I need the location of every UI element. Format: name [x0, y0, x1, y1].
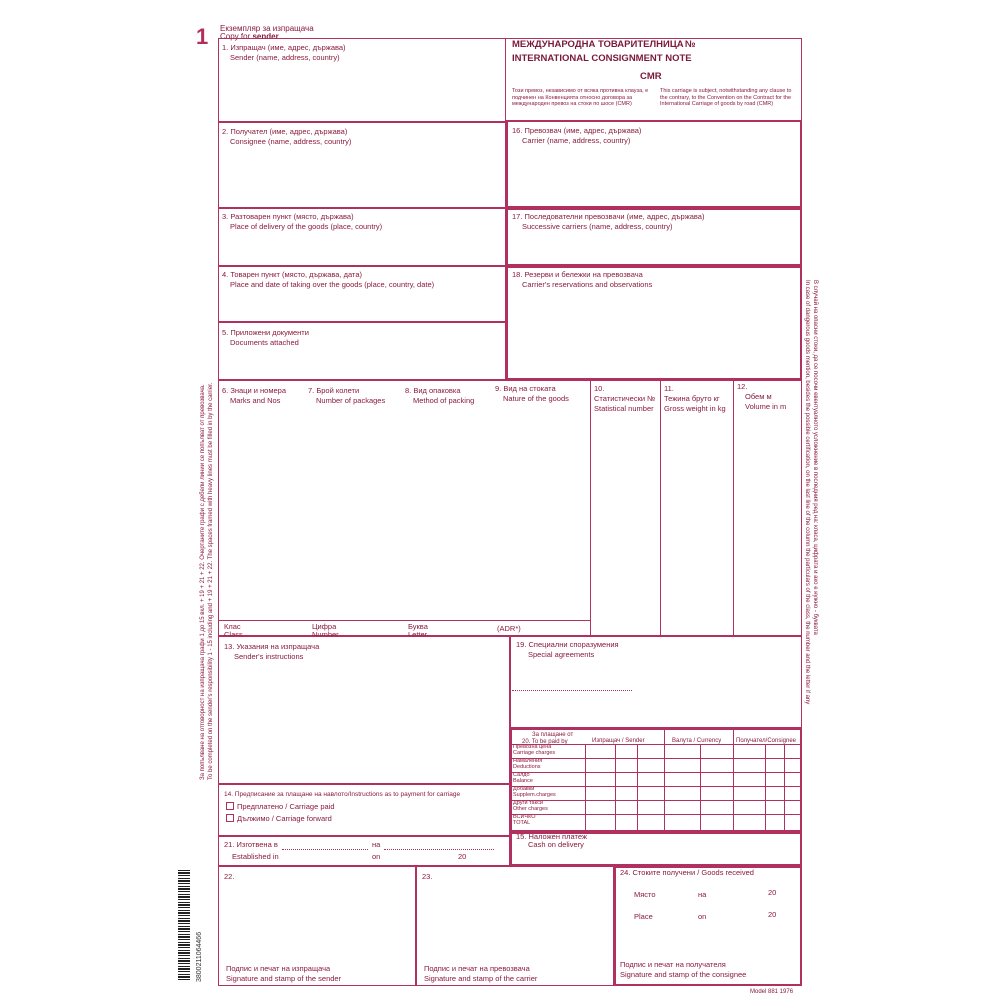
field-8-label-bg: 8. Вид опаковка: [405, 386, 461, 395]
adr-letter-en: Letter: [408, 630, 428, 639]
field-24-na: на: [698, 890, 707, 899]
payment-row-label-en: Deductions: [513, 764, 541, 770]
field-10-label-en: Statistical number: [594, 404, 654, 413]
field-5-label-en: Documents attached: [230, 338, 299, 347]
payment-row-label-bg: Превозна цена: [513, 744, 552, 750]
field-23-label-en: Signature and stamp of the carrier: [424, 974, 538, 983]
payment-col-currency: Валута / Currency: [672, 738, 722, 744]
field-12-label-en: Volume in m: [745, 402, 787, 411]
field-24-year-a: 20: [768, 888, 777, 897]
field-24-label-bg: Подпис и печат на получателя: [620, 960, 726, 969]
payment-row-line: [510, 772, 802, 773]
payment-row-label-en: Balance: [513, 778, 533, 784]
field-19-line: [512, 690, 632, 691]
goods-table[interactable]: [218, 380, 802, 636]
field-21-line-1: [282, 849, 368, 850]
payment-row-line: [510, 758, 802, 759]
right-side-text-en: In case of dangerous goods mention, besides the possible certification, on the last line of the column the particulars of the class, the number and the letter if any: [804, 280, 810, 705]
title-note-bg: Този превоз, независимо от всяка противна клауза, е подчинен на Конвенцията относно договора за международен превоз на стоки по шосе (CMR): [512, 88, 649, 107]
carriage-paid-checkbox[interactable]: [226, 802, 234, 810]
field-17-label-en: Successive carriers (name, address, country): [522, 222, 673, 231]
field-22-num: 22.: [224, 872, 235, 881]
field-9-label-en: Nature of the goods: [503, 394, 569, 403]
field-13-label-en: Sender's instructions: [234, 652, 304, 661]
barcode: [178, 870, 190, 980]
copy-label-en-bold: sender: [252, 32, 279, 41]
goods-divider-12: [733, 380, 734, 636]
title-bg: МЕЖДУНАРОДНА ТОВАРИТЕЛНИЦА: [512, 39, 684, 50]
field-12-label-bg: Обем м: [745, 392, 772, 401]
field-16-label-en: Carrier (name, address, country): [522, 136, 631, 145]
payment-row-line: [510, 814, 802, 815]
title-cmr: CMR: [640, 71, 662, 82]
field-17-label-bg: 17. Последователни превозвачи (име, адрес, държава): [512, 212, 705, 221]
field-19-label-en: Special agreements: [528, 650, 595, 659]
goods-divider-10: [590, 380, 591, 636]
field-1-label-en: Sender (name, address, country): [230, 53, 340, 62]
goods-divider-11: [660, 380, 661, 636]
payment-row-label-bg: Салдо: [513, 772, 530, 778]
field-2-label-en: Consignee (name, address, country): [230, 137, 352, 146]
payment-row-label-en: Supplem.charges: [513, 792, 556, 798]
left-side-text-en: To be completed on the sender's responsibility 1 - 15 including and + 19 + 21 + 22. The spaces framed with heavy lines must be filled in by the carrier.: [208, 382, 214, 780]
payment-row-label-en: Carriage charges: [513, 750, 556, 756]
payment-row-label-bg: Други такси: [513, 800, 543, 806]
copy-label-en-prefix: Copy for: [220, 32, 253, 41]
field-3-label-bg: 3. Разтоварен пункт (място, държава): [222, 212, 354, 221]
field-22-label-en: Signature and stamp of the sender: [226, 974, 342, 983]
left-side-text-bg: За попълване на отговорност на изпращача графи 1 до 15 вкл. + 19 + 21 + 22. Очертаните графи с дебели линии се попълват от превозвача.: [200, 384, 206, 780]
payment-h0: [510, 744, 802, 745]
field-18-label-en: Carrier's reservations and observations: [522, 280, 653, 289]
field-18-label-bg: 18. Резерви и бележки на превозвача: [512, 270, 643, 279]
adr-letter-bg: Буква: [408, 622, 428, 631]
field-7-label-en: Number of packages: [316, 396, 386, 405]
payment-title-bg: За плащане от: [532, 732, 574, 738]
payment-row-label-en: Other charges: [513, 806, 548, 812]
field-5-label-bg: 5. Приложени документи: [222, 328, 309, 337]
payment-row-label-bg: ВСИЧКО: [513, 814, 536, 820]
field-10-num: 10.: [594, 384, 605, 393]
carriage-forward-checkbox[interactable]: [226, 814, 234, 822]
field-14-option-paid[interactable]: [226, 802, 335, 812]
field-3-label-en: Place of delivery of the goods (place, country): [230, 222, 383, 231]
payment-row-line: [510, 786, 802, 787]
field-24-mqsto: Място: [634, 890, 656, 899]
field-24-title: 24. Стоките получени / Goods received: [620, 868, 754, 877]
payment-title-en: 20. To be paid by: [522, 739, 568, 745]
field-8-label-en: Method of packing: [413, 396, 475, 405]
field-16-label-bg: 16. Превозвач (име, адрес, държава): [512, 126, 642, 135]
adr-class-en: Class: [224, 630, 243, 639]
adr-label: (ADR*): [497, 624, 521, 633]
payment-v4: [664, 730, 665, 832]
field-23-label-bg: Подпис и печат на превозвача: [424, 964, 530, 973]
goods-adr-line: [218, 620, 590, 621]
title-en: INTERNATIONAL CONSIGNMENT NOTE: [512, 53, 692, 64]
field-11-num: 11.: [664, 384, 674, 393]
adr-number-bg: Цифра: [312, 622, 337, 631]
field-4-label-en: Place and date of taking over the goods (place, country, date): [230, 280, 435, 289]
field-15-label-en: Cash on delivery: [528, 840, 584, 849]
field-2-label-bg: 2. Получател (име, адрес, държава): [222, 127, 348, 136]
carriage-forward-label: Дължимо / Carriage forward: [237, 814, 332, 823]
field-11-label-en: Gross weight in kg: [664, 404, 726, 413]
field-4-label-bg: 4. Товарен пункт (място, държава, дата): [222, 270, 363, 279]
payment-col-consignee: Получател/Consignee: [736, 738, 797, 744]
field-7-label-bg: 7. Брой колети: [308, 386, 360, 395]
field-6-label-bg: 6. Знаци и номера: [222, 386, 287, 395]
field-6-label-en: Marks and Nos: [230, 396, 281, 405]
field-21-na: на: [372, 840, 381, 849]
field-24-label-en: Signature and stamp of the consignee: [620, 970, 747, 979]
copy-label-bg: Екземпляр за изпращача: [220, 24, 314, 33]
field-14-label: 14. Предписание за плащане на навлото/Instructions as to payment for carriage: [224, 791, 461, 798]
field-1-label-bg: 1. Изпращач (име, адрес, държава): [222, 43, 346, 52]
field-24-place: Place: [634, 912, 653, 921]
field-9-label-bg: 9. Вид на стоката: [495, 384, 556, 393]
field-21-on: on: [372, 852, 381, 861]
field-22-label-bg: Подпис и печат на изпращача: [226, 964, 331, 973]
field-14-option-forward[interactable]: [226, 814, 332, 824]
field-15-label-bg: 15. Наложен платеж: [516, 832, 587, 841]
right-side-text-bg: В случай на опасни стоки, да се посочи евентуалното усложнение в последния ред на: класа, цифрата и ако е нужно - буквата: [812, 280, 818, 635]
field-21-label-en: Established in: [232, 852, 279, 861]
title-no: №: [685, 39, 696, 50]
field-21-line-2: [384, 849, 494, 850]
payment-row-line: [510, 800, 802, 801]
payment-col-sender: Изпращач / Sender: [592, 738, 645, 744]
field-13-label-bg: 13. Указания на изпращача: [224, 642, 320, 651]
title-note-en: This carriage is subject, notwithstanding any clause to the contrary, to the Convention on the Contract for the International Carriage of goods by road (CMR): [660, 88, 792, 107]
field-24-on: on: [698, 912, 707, 921]
payment-v6: [733, 730, 734, 832]
field-21-year: 20: [458, 852, 467, 861]
barcode-number: 3800211064466: [196, 931, 203, 982]
copy-number: 1: [196, 24, 209, 49]
model-number: Model 881 1976: [750, 989, 794, 995]
adr-class-bg: Клас: [224, 622, 241, 631]
field-19-label-bg: 19. Специални споразумения: [516, 640, 619, 649]
payment-row-label-bg: Намаления: [513, 758, 543, 764]
field-24-year-b: 20: [768, 910, 777, 919]
field-21-label-bg: 21. Изготвена в: [224, 840, 278, 849]
adr-number-en: Number: [312, 630, 339, 639]
payment-row-label-bg: Добавки: [513, 786, 535, 792]
field-23-num: 23.: [422, 872, 433, 881]
field-11-label-bg: Тежина бруто кг: [664, 394, 720, 403]
carriage-paid-label: Предплатено / Carriage paid: [237, 802, 335, 811]
field-10-label-bg: Статистически №: [594, 394, 656, 403]
field-12-num: 12.: [737, 382, 748, 391]
payment-row-label-en: TOTAL: [513, 820, 531, 826]
